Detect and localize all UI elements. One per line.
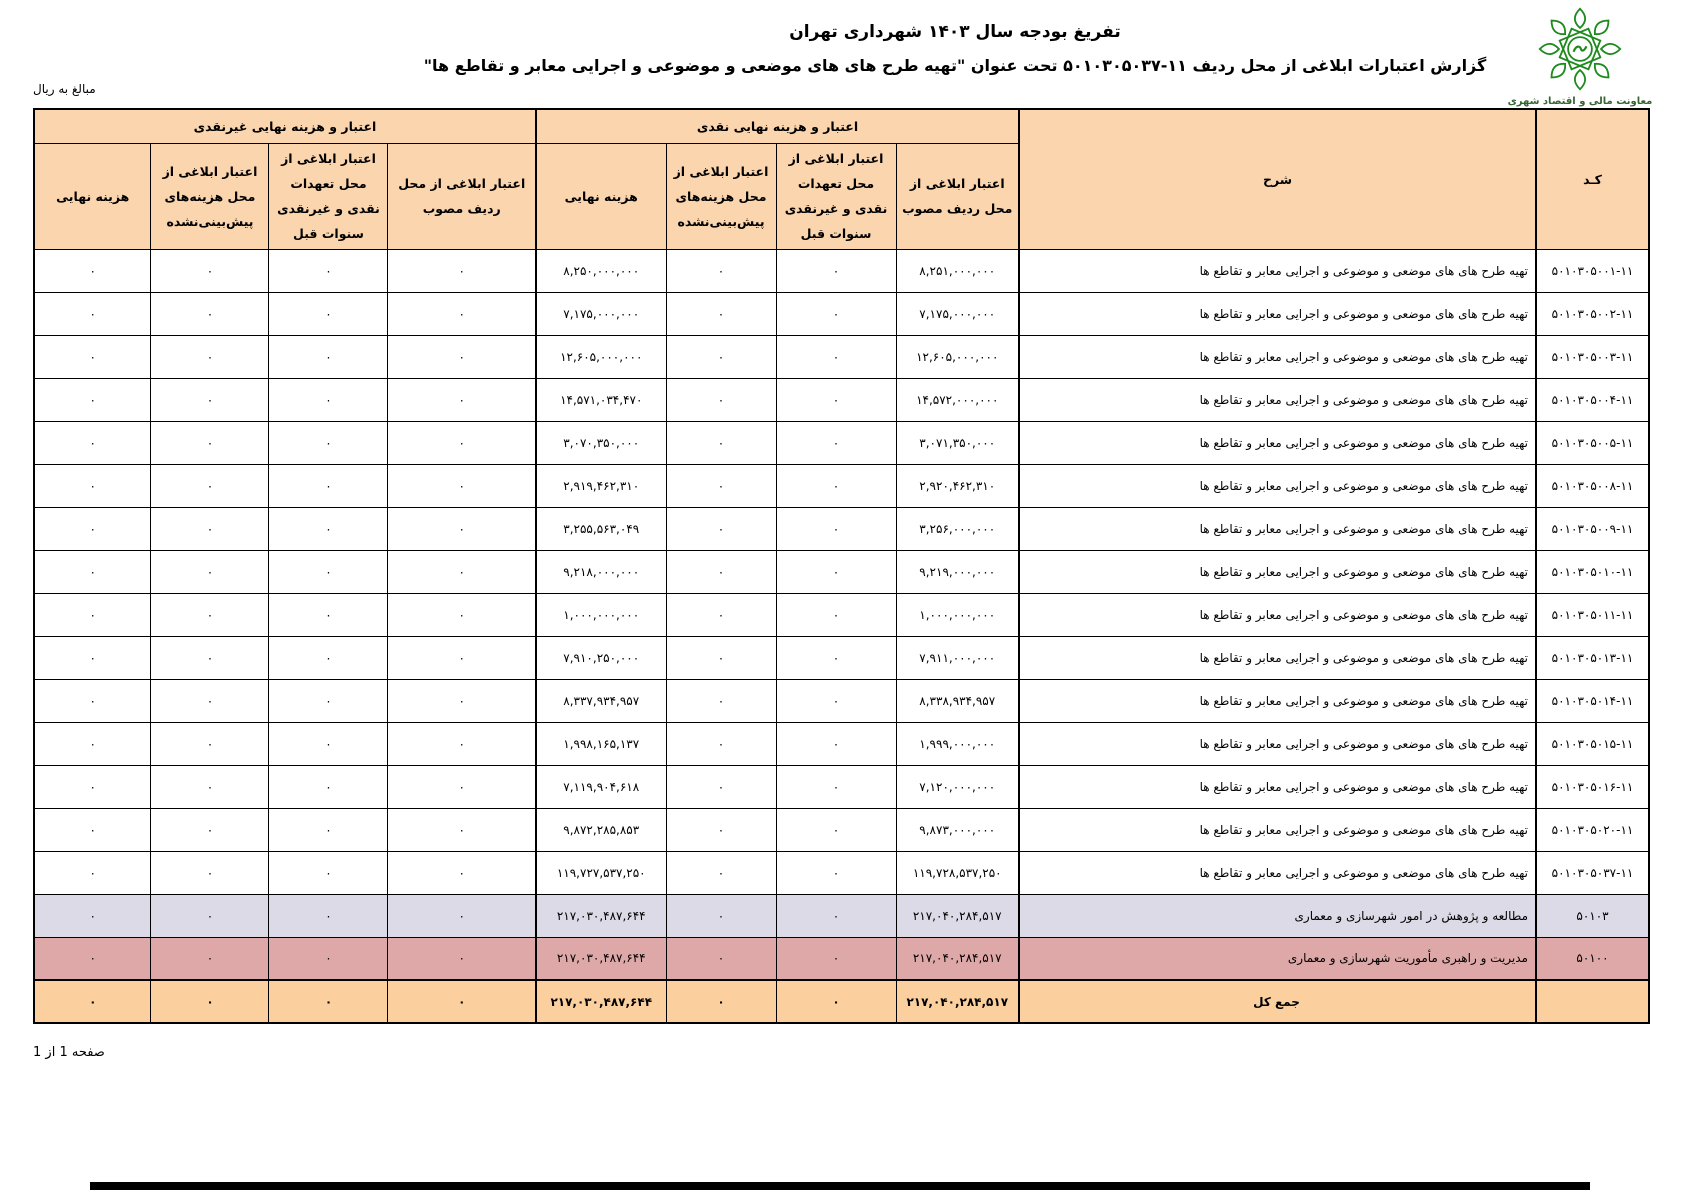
code-cell: ۵۰۱۰۳: [1536, 894, 1649, 937]
cash-approved-cell: ۳,۲۵۶,۰۰۰,۰۰۰: [896, 507, 1019, 550]
cash-unforeseen-cell: ۰: [666, 679, 776, 722]
cash-commitments-cell: ۰: [776, 378, 896, 421]
description-cell: تهیه طرح های های موضعی و موضوعی و اجرایی معابر و تقاطع ها: [1019, 722, 1536, 765]
page-number: صفحه 1 از 1: [33, 1045, 105, 1060]
table-row: [34, 550, 1649, 593]
noncash-commitments-cell: ۰: [269, 507, 388, 550]
noncash-approved-cell: ۰: [388, 335, 536, 378]
cash-final-cell: ۱۱۹,۷۲۷,۵۳۷,۲۵۰: [536, 851, 666, 894]
noncash-unforeseen-cell: ۰: [151, 464, 269, 507]
description-cell: تهیه طرح های های موضعی و موضوعی و اجرایی معابر و تقاطع ها: [1019, 550, 1536, 593]
noncash-approved-cell: ۰: [388, 249, 536, 292]
description-cell: تهیه طرح های های موضعی و موضوعی و اجرایی معابر و تقاطع ها: [1019, 249, 1536, 292]
noncash-approved-cell: ۰: [388, 851, 536, 894]
noncash-approved-cell: ۰: [388, 722, 536, 765]
noncash-approved-cell: ۰: [388, 292, 536, 335]
cash-commitments-cell: ۰: [776, 894, 896, 937]
group-header-noncash: اعتبار و هزینه نهایی غیرنقدی: [34, 109, 536, 143]
noncash-unforeseen-cell: ۰: [151, 593, 269, 636]
description-cell: تهیه طرح های های موضعی و موضوعی و اجرایی معابر و تقاطع ها: [1019, 636, 1536, 679]
noncash-commitments-cell: ۰: [269, 249, 388, 292]
noncash-unforeseen-cell: ۰: [151, 335, 269, 378]
noncash-final-cell: ۰: [34, 980, 151, 1023]
cash-final-cell: ۷,۱۱۹,۹۰۴,۶۱۸: [536, 765, 666, 808]
noncash-unforeseen-cell: ۰: [151, 937, 269, 980]
col-header-cash-unforeseen: اعتبار ابلاغی از محل هزینه‌های پیش‌بینی‌نشده: [666, 143, 776, 249]
cash-unforeseen-cell: ۰: [666, 980, 776, 1023]
description-cell: تهیه طرح های های موضعی و موضوعی و اجرایی معابر و تقاطع ها: [1019, 335, 1536, 378]
col-header-noncash-approved: اعتبار ابلاغی از محل ردیف مصوب: [388, 143, 536, 249]
cash-final-cell: ۸,۲۵۰,۰۰۰,۰۰۰: [536, 249, 666, 292]
noncash-unforeseen-cell: ۰: [151, 894, 269, 937]
code-cell: ۵۰۱۰۳۰۵۰۲۰-۱۱: [1536, 808, 1649, 851]
cash-unforeseen-cell: ۰: [666, 765, 776, 808]
table-body: [34, 249, 1649, 1023]
code-cell: ۵۰۱۰۳۰۵۰۱۱-۱۱: [1536, 593, 1649, 636]
cash-commitments-cell: ۰: [776, 636, 896, 679]
code-cell: ۵۰۱۰۳۰۵۰۰۸-۱۱: [1536, 464, 1649, 507]
table-row: [34, 722, 1649, 765]
report-title-line2: گزارش اعتبارات ابلاغی از محل ردیف ۱۱-۵۰۱۰۳۰۵۰۳۷ تحت عنوان "تهیه طرح های های موضعی و موضوعی و اجرایی معابر و تقاطع ها": [423, 56, 1487, 75]
noncash-final-cell: ۰: [34, 636, 151, 679]
description-cell: تهیه طرح های های موضعی و موضوعی و اجرایی معابر و تقاطع ها: [1019, 464, 1536, 507]
description-cell: تهیه طرح های های موضعی و موضوعی و اجرایی معابر و تقاطع ها: [1019, 421, 1536, 464]
description-cell: جمع کل: [1019, 980, 1536, 1023]
cash-unforeseen-cell: ۰: [666, 808, 776, 851]
noncash-final-cell: ۰: [34, 464, 151, 507]
code-cell: ۵۰۱۰۳۰۵۰۰۱-۱۱: [1536, 249, 1649, 292]
table-row: [34, 378, 1649, 421]
noncash-unforeseen-cell: ۰: [151, 292, 269, 335]
table-header: [34, 109, 1649, 249]
noncash-commitments-cell: ۰: [269, 335, 388, 378]
noncash-final-cell: ۰: [34, 851, 151, 894]
cash-approved-cell: ۷,۱۷۵,۰۰۰,۰۰۰: [896, 292, 1019, 335]
report-title-line1: تفریغ بودجه سال ۱۴۰۳ شهرداری تهران: [789, 22, 1121, 42]
code-cell: ۵۰۱۰۳۰۵۰۰۴-۱۱: [1536, 378, 1649, 421]
cash-unforeseen-cell: ۰: [666, 937, 776, 980]
cash-approved-cell: ۲۱۷,۰۴۰,۲۸۴,۵۱۷: [896, 980, 1019, 1023]
noncash-approved-cell: ۰: [388, 464, 536, 507]
col-header-noncash-unforeseen: اعتبار ابلاغی از محل هزینه‌های پیش‌بینی‌نشده: [151, 143, 269, 249]
cash-approved-cell: ۸,۳۳۸,۹۳۴,۹۵۷: [896, 679, 1019, 722]
noncash-approved-cell: ۰: [388, 507, 536, 550]
cash-approved-cell: ۱۱۹,۷۲۸,۵۳۷,۲۵۰: [896, 851, 1019, 894]
noncash-approved-cell: ۰: [388, 937, 536, 980]
cash-unforeseen-cell: ۰: [666, 550, 776, 593]
table-row: [34, 679, 1649, 722]
cash-commitments-cell: ۰: [776, 722, 896, 765]
cash-commitments-cell: ۰: [776, 550, 896, 593]
cash-commitments-cell: ۰: [776, 507, 896, 550]
code-cell: ۵۰۱۰۰: [1536, 937, 1649, 980]
cash-unforeseen-cell: ۰: [666, 851, 776, 894]
logo-caption-line1: معاونت مالی و اقتصاد شهری: [1507, 96, 1653, 107]
noncash-unforeseen-cell: ۰: [151, 980, 269, 1023]
noncash-commitments-cell: ۰: [269, 722, 388, 765]
cash-commitments-cell: ۰: [776, 808, 896, 851]
cash-unforeseen-cell: ۰: [666, 249, 776, 292]
noncash-final-cell: ۰: [34, 292, 151, 335]
col-header-code: کـد: [1536, 109, 1649, 249]
noncash-final-cell: ۰: [34, 808, 151, 851]
cash-commitments-cell: ۰: [776, 464, 896, 507]
cash-final-cell: ۷,۱۷۵,۰۰۰,۰۰۰: [536, 292, 666, 335]
noncash-unforeseen-cell: ۰: [151, 851, 269, 894]
cash-commitments-cell: ۰: [776, 593, 896, 636]
noncash-final-cell: ۰: [34, 722, 151, 765]
table-row: [34, 464, 1649, 507]
cash-final-cell: ۳,۲۵۵,۵۶۳,۰۴۹: [536, 507, 666, 550]
cash-final-cell: ۲۱۷,۰۳۰,۴۸۷,۶۴۴: [536, 937, 666, 980]
code-cell: ۵۰۱۰۳۰۵۰۰۲-۱۱: [1536, 292, 1649, 335]
noncash-unforeseen-cell: ۰: [151, 636, 269, 679]
noncash-approved-cell: ۰: [388, 808, 536, 851]
code-cell: ۵۰۱۰۳۰۵۰۱۴-۱۱: [1536, 679, 1649, 722]
cash-commitments-cell: ۰: [776, 292, 896, 335]
table-row: [34, 593, 1649, 636]
cash-commitments-cell: ۰: [776, 421, 896, 464]
cash-approved-cell: ۷,۹۱۱,۰۰۰,۰۰۰: [896, 636, 1019, 679]
noncash-commitments-cell: ۰: [269, 421, 388, 464]
cash-final-cell: ۲,۹۱۹,۴۶۲,۳۱۰: [536, 464, 666, 507]
cash-final-cell: ۲۱۷,۰۳۰,۴۸۷,۶۴۴: [536, 980, 666, 1023]
description-cell: تهیه طرح های های موضعی و موضوعی و اجرایی معابر و تقاطع ها: [1019, 851, 1536, 894]
cash-final-cell: ۱,۹۹۸,۱۶۵,۱۳۷: [536, 722, 666, 765]
col-header-desc: شرح: [1019, 109, 1536, 249]
col-header-cash-commitments: اعتبار ابلاغی از محل تعهدات نقدی و غیرنقدی سنوات قبل: [776, 143, 896, 249]
noncash-unforeseen-cell: ۰: [151, 378, 269, 421]
noncash-approved-cell: ۰: [388, 894, 536, 937]
cash-commitments-cell: ۰: [776, 937, 896, 980]
noncash-commitments-cell: ۰: [269, 851, 388, 894]
noncash-approved-cell: ۰: [388, 550, 536, 593]
cash-commitments-cell: ۰: [776, 765, 896, 808]
noncash-final-cell: ۰: [34, 937, 151, 980]
col-header-noncash-commitments: اعتبار ابلاغی از محل تعهدات نقدی و غیرنقدی سنوات قبل: [269, 143, 388, 249]
noncash-final-cell: ۰: [34, 335, 151, 378]
noncash-final-cell: ۰: [34, 593, 151, 636]
budget-report-table: [33, 108, 1650, 1024]
cash-unforeseen-cell: ۰: [666, 636, 776, 679]
cash-final-cell: ۲۱۷,۰۳۰,۴۸۷,۶۴۴: [536, 894, 666, 937]
cash-unforeseen-cell: ۰: [666, 464, 776, 507]
table-row: [34, 765, 1649, 808]
noncash-commitments-cell: ۰: [269, 292, 388, 335]
description-cell: تهیه طرح های های موضعی و موضوعی و اجرایی معابر و تقاطع ها: [1019, 679, 1536, 722]
tehran-municipality-logo-icon: [1495, 6, 1665, 92]
cash-approved-cell: ۲۱۷,۰۴۰,۲۸۴,۵۱۷: [896, 937, 1019, 980]
code-cell: ۵۰۱۰۳۰۵۰۰۵-۱۱: [1536, 421, 1649, 464]
code-cell: ۵۰۱۰۳۰۵۰۱۵-۱۱: [1536, 722, 1649, 765]
table-row: [34, 335, 1649, 378]
noncash-commitments-cell: ۰: [269, 636, 388, 679]
description-cell: تهیه طرح های های موضعی و موضوعی و اجرایی معابر و تقاطع ها: [1019, 808, 1536, 851]
code-cell: ۵۰۱۰۳۰۵۰۰۹-۱۱: [1536, 507, 1649, 550]
table-row: [34, 851, 1649, 894]
cash-final-cell: ۷,۹۱۰,۲۵۰,۰۰۰: [536, 636, 666, 679]
noncash-final-cell: ۰: [34, 421, 151, 464]
noncash-commitments-cell: ۰: [269, 464, 388, 507]
table-row: [34, 292, 1649, 335]
cash-unforeseen-cell: ۰: [666, 292, 776, 335]
cash-commitments-cell: ۰: [776, 335, 896, 378]
amounts-unit-note: مبالغ به ریال: [33, 82, 96, 96]
noncash-approved-cell: ۰: [388, 765, 536, 808]
table-row: [34, 249, 1649, 292]
noncash-approved-cell: ۰: [388, 980, 536, 1023]
cash-unforeseen-cell: ۰: [666, 421, 776, 464]
noncash-unforeseen-cell: ۰: [151, 249, 269, 292]
cash-final-cell: ۸,۳۳۷,۹۳۴,۹۵۷: [536, 679, 666, 722]
table-row: [34, 507, 1649, 550]
cash-approved-cell: ۸,۲۵۱,۰۰۰,۰۰۰: [896, 249, 1019, 292]
code-cell: ۵۰۱۰۳۰۵۰۱۰-۱۱: [1536, 550, 1649, 593]
cash-unforeseen-cell: ۰: [666, 378, 776, 421]
noncash-approved-cell: ۰: [388, 679, 536, 722]
noncash-unforeseen-cell: ۰: [151, 421, 269, 464]
table-row: [34, 980, 1649, 1023]
cash-approved-cell: ۳,۰۷۱,۳۵۰,۰۰۰: [896, 421, 1019, 464]
code-cell: ۵۰۱۰۳۰۵۰۱۳-۱۱: [1536, 636, 1649, 679]
description-cell: تهیه طرح های های موضعی و موضوعی و اجرایی معابر و تقاطع ها: [1019, 593, 1536, 636]
noncash-final-cell: ۰: [34, 378, 151, 421]
noncash-commitments-cell: ۰: [269, 593, 388, 636]
col-header-cash-approved: اعتبار ابلاغی از محل ردیف مصوب: [896, 143, 1019, 249]
report-header: [230, 22, 1680, 75]
noncash-commitments-cell: ۰: [269, 980, 388, 1023]
code-cell: [1536, 980, 1649, 1023]
cash-final-cell: ۹,۲۱۸,۰۰۰,۰۰۰: [536, 550, 666, 593]
cash-commitments-cell: ۰: [776, 249, 896, 292]
code-cell: ۵۰۱۰۳۰۵۰۱۶-۱۱: [1536, 765, 1649, 808]
cash-approved-cell: ۱,۰۰۰,۰۰۰,۰۰۰: [896, 593, 1019, 636]
cash-unforeseen-cell: ۰: [666, 894, 776, 937]
description-cell: تهیه طرح های های موضعی و موضوعی و اجرایی معابر و تقاطع ها: [1019, 378, 1536, 421]
description-cell: تهیه طرح های های موضعی و موضوعی و اجرایی معابر و تقاطع ها: [1019, 765, 1536, 808]
noncash-unforeseen-cell: ۰: [151, 679, 269, 722]
noncash-approved-cell: ۰: [388, 378, 536, 421]
noncash-unforeseen-cell: ۰: [151, 550, 269, 593]
code-cell: ۵۰۱۰۳۰۵۰۳۷-۱۱: [1536, 851, 1649, 894]
cash-approved-cell: ۱۲,۶۰۵,۰۰۰,۰۰۰: [896, 335, 1019, 378]
noncash-commitments-cell: ۰: [269, 550, 388, 593]
noncash-final-cell: ۰: [34, 249, 151, 292]
noncash-commitments-cell: ۰: [269, 378, 388, 421]
cash-commitments-cell: ۰: [776, 980, 896, 1023]
description-cell: مطالعه و پژوهش در امور شهرسازی و معماری: [1019, 894, 1536, 937]
noncash-unforeseen-cell: ۰: [151, 765, 269, 808]
noncash-final-cell: ۰: [34, 894, 151, 937]
noncash-final-cell: ۰: [34, 550, 151, 593]
cash-commitments-cell: ۰: [776, 851, 896, 894]
description-cell: تهیه طرح های های موضعی و موضوعی و اجرایی معابر و تقاطع ها: [1019, 292, 1536, 335]
noncash-unforeseen-cell: ۰: [151, 507, 269, 550]
cash-approved-cell: ۲,۹۲۰,۴۶۲,۳۱۰: [896, 464, 1019, 507]
noncash-final-cell: ۰: [34, 679, 151, 722]
cash-approved-cell: ۹,۸۷۳,۰۰۰,۰۰۰: [896, 808, 1019, 851]
bottom-bar: [90, 1182, 1590, 1190]
col-header-cash-final: هزینه نهایی: [536, 143, 666, 249]
table-row: [34, 937, 1649, 980]
noncash-commitments-cell: ۰: [269, 679, 388, 722]
cash-approved-cell: ۹,۲۱۹,۰۰۰,۰۰۰: [896, 550, 1019, 593]
table-row: [34, 808, 1649, 851]
table-row: [34, 894, 1649, 937]
noncash-approved-cell: ۰: [388, 421, 536, 464]
noncash-final-cell: ۰: [34, 507, 151, 550]
table-row: [34, 636, 1649, 679]
noncash-commitments-cell: ۰: [269, 937, 388, 980]
cash-approved-cell: ۲۱۷,۰۴۰,۲۸۴,۵۱۷: [896, 894, 1019, 937]
cash-final-cell: ۱۲,۶۰۵,۰۰۰,۰۰۰: [536, 335, 666, 378]
cash-final-cell: ۱,۰۰۰,۰۰۰,۰۰۰: [536, 593, 666, 636]
noncash-unforeseen-cell: ۰: [151, 722, 269, 765]
code-cell: ۵۰۱۰۳۰۵۰۰۳-۱۱: [1536, 335, 1649, 378]
cash-final-cell: ۳,۰۷۰,۳۵۰,۰۰۰: [536, 421, 666, 464]
table-row: [34, 421, 1649, 464]
noncash-commitments-cell: ۰: [269, 765, 388, 808]
cash-approved-cell: ۱۴,۵۷۲,۰۰۰,۰۰۰: [896, 378, 1019, 421]
noncash-commitments-cell: ۰: [269, 808, 388, 851]
cash-unforeseen-cell: ۰: [666, 593, 776, 636]
description-cell: تهیه طرح های های موضعی و موضوعی و اجرایی معابر و تقاطع ها: [1019, 507, 1536, 550]
cash-unforeseen-cell: ۰: [666, 722, 776, 765]
group-header-cash: اعتبار و هزینه نهایی نقدی: [536, 109, 1019, 143]
noncash-unforeseen-cell: ۰: [151, 808, 269, 851]
noncash-final-cell: ۰: [34, 765, 151, 808]
cash-unforeseen-cell: ۰: [666, 507, 776, 550]
cash-approved-cell: ۷,۱۲۰,۰۰۰,۰۰۰: [896, 765, 1019, 808]
col-header-noncash-final: هزینه نهایی: [34, 143, 151, 249]
description-cell: مدیریت و راهبری مأموریت شهرسازی و معماری: [1019, 937, 1536, 980]
noncash-commitments-cell: ۰: [269, 894, 388, 937]
cash-approved-cell: ۱,۹۹۹,۰۰۰,۰۰۰: [896, 722, 1019, 765]
cash-commitments-cell: ۰: [776, 679, 896, 722]
cash-final-cell: ۱۴,۵۷۱,۰۳۴,۴۷۰: [536, 378, 666, 421]
noncash-approved-cell: ۰: [388, 593, 536, 636]
cash-unforeseen-cell: ۰: [666, 335, 776, 378]
noncash-approved-cell: ۰: [388, 636, 536, 679]
cash-final-cell: ۹,۸۷۲,۲۸۵,۸۵۳: [536, 808, 666, 851]
